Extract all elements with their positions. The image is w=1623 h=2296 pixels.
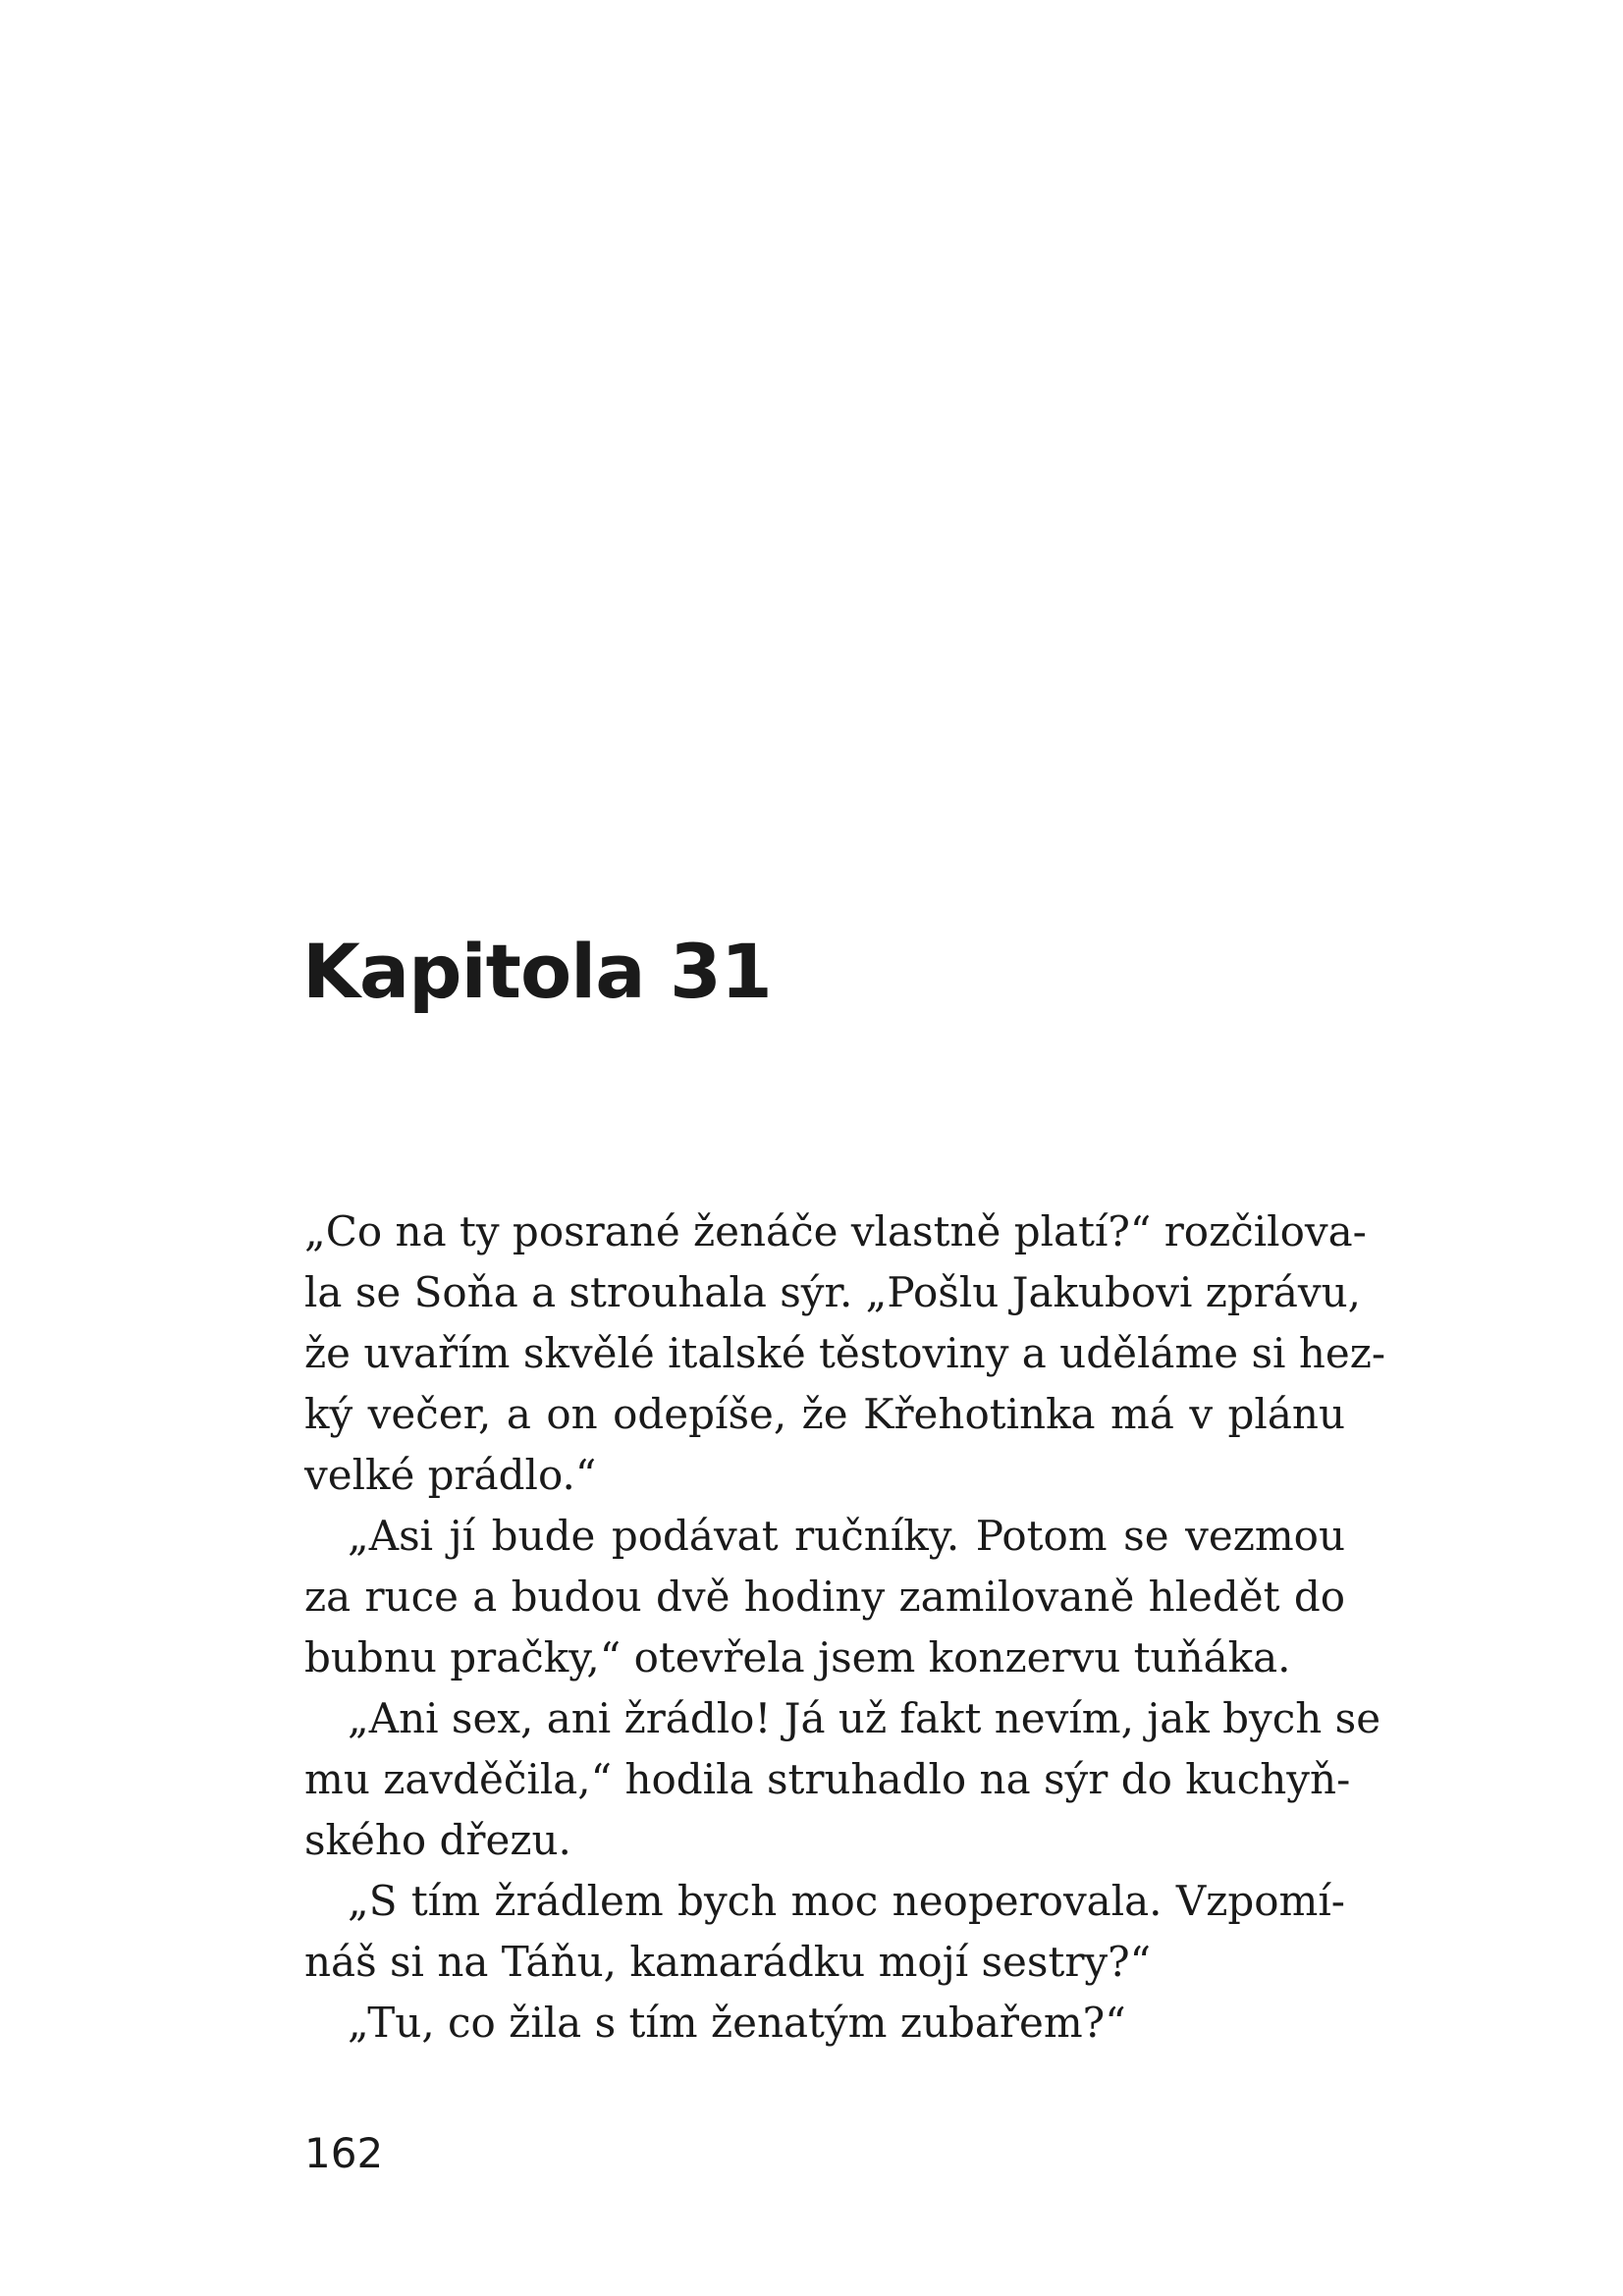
text-line: že uvařím skvělé italské těstoviny a uděláme si hez- (304, 1329, 1386, 1377)
chapter-title: Kapitola 31 (302, 928, 772, 1015)
text-line: „Tu, co žila s tím ženatým zubařem?“ (348, 1999, 1126, 2047)
text-line: „Ani sex, ani žrádlo! Já už fakt nevím, jak bych se (348, 1694, 1381, 1742)
text-line: bubnu pračky,“ otevřela jsem konzervu tuňáka. (304, 1633, 1291, 1682)
page-number: 162 (304, 2129, 384, 2177)
text-line: „Asi jí bude podávat ručníky. Potom se vezmou (348, 1512, 1345, 1560)
text-line: ského dřezu. (304, 1816, 571, 1864)
body-text (304, 1201, 1386, 2054)
text-line: „Co na ty posrané ženáče vlastně platí?“ rozčilova- (304, 1207, 1367, 1255)
text-line: za ruce a budou dvě hodiny zamilovaně hledět do (304, 1573, 1345, 1621)
text-line: velké prádlo.“ (304, 1451, 597, 1499)
text-line: „S tím žrádlem bych moc neoperovala. Vzpomí- (348, 1877, 1345, 1925)
text-line: mu zavděčila,“ hodila struhadlo na sýr do kuchyň- (304, 1755, 1351, 1803)
text-line: náš si na Táňu, kamarádku mojí sestry?“ (304, 1938, 1152, 1986)
text-line: ký večer, a on odepíše, že Křehotinka má v plánu (304, 1390, 1345, 1438)
text-line: la se Soňa a strouhala sýr. „Pošlu Jakubovi zprávu, (304, 1268, 1361, 1316)
